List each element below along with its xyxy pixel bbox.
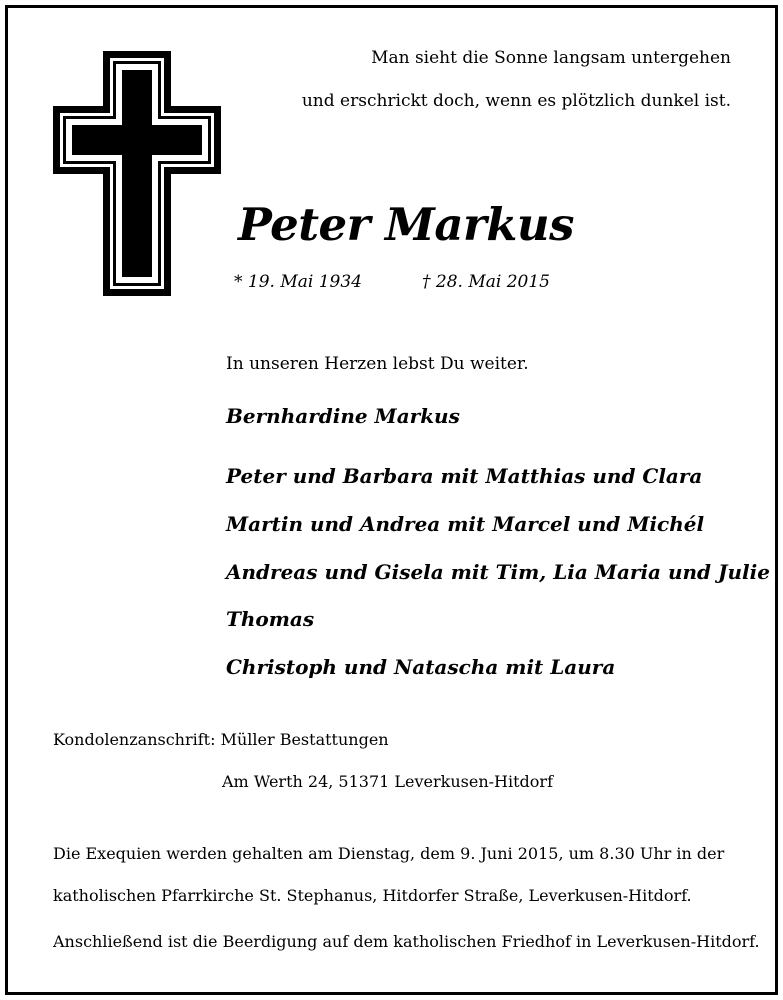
condolence-address-line-2: Am Werth 24, 51371 Leverkusen-Hitdorf (222, 772, 553, 791)
poem-line-1: Man sieht die Sonne langsam untergehen (371, 48, 731, 68)
condolence-address-line-1: Kondolenzanschrift: Müller Bestattungen (53, 730, 389, 749)
family-member: Martin und Andrea mit Marcel und Michél (226, 512, 705, 536)
family-member: Thomas (226, 607, 315, 631)
deceased-name: Peter Markus (238, 198, 574, 251)
service-line-2: katholischen Pfarrkirche St. Stephanus, Hitdorfer Straße, Leverkusen-Hitdorf. (53, 886, 692, 905)
service-line-1: Die Exequien werden gehalten am Dienstag, dem 9. Juni 2015, um 8.30 Uhr in der (53, 844, 725, 863)
family-member: Peter und Barbara mit Matthias und Clara (226, 464, 703, 488)
family-member: Bernhardine Markus (226, 404, 460, 428)
death-date: † 28. Mai 2015 (422, 272, 550, 292)
motto: In unseren Herzen lebst Du weiter. (226, 354, 529, 374)
family-member: Christoph und Natascha mit Laura (226, 655, 616, 679)
family-member: Andreas und Gisela mit Tim, Lia Maria und Julie (226, 560, 770, 584)
poem-line-2: und erschrickt doch, wenn es plötzlich dunkel ist. (301, 91, 731, 111)
birth-date: * 19. Mai 1934 (234, 272, 362, 292)
service-line-3: Anschließend ist die Beerdigung auf dem katholischen Friedhof in Leverkusen-Hitdorf. (53, 932, 760, 951)
cross-icon (53, 51, 221, 296)
